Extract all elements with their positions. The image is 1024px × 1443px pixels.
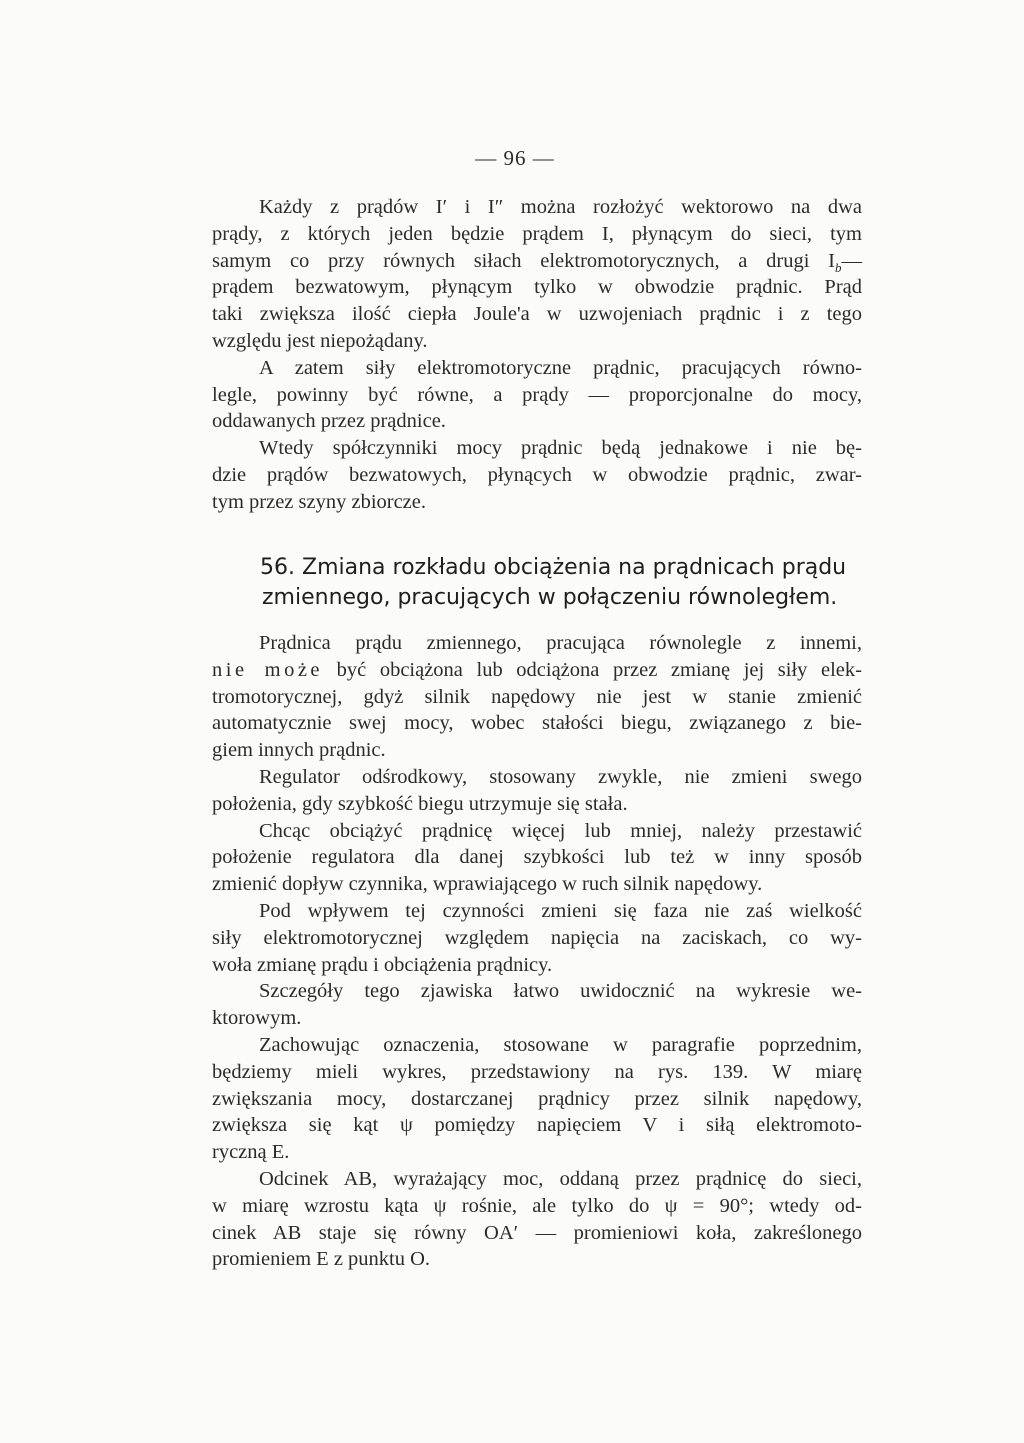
text-line: w miarę wzrostu kąta ψ rośnie, ale tylko do ψ = 90°; wtedy od- <box>212 1194 862 1217</box>
section-heading-line-1 <box>260 553 860 583</box>
text-line: oddawanych przez prądnice. <box>212 410 446 433</box>
text-line: Regulator odśrodkowy, stosowany zwykle, nie zmieni swego <box>259 765 862 788</box>
text-line-rest: być obciążona lub odciążona przez zmianę jej siły elek- <box>323 658 862 681</box>
paragraph <box>212 194 862 355</box>
paragraph <box>212 818 862 898</box>
text-line: giem innych prądnic. <box>212 739 386 762</box>
paragraph <box>212 630 862 764</box>
text-line: prądem bezwatowym, płynącym tylko w obwodzie prądnic. Prąd <box>212 276 862 299</box>
text-line: Odcinek AB, wyrażający moc, oddaną przez prądnicę do sieci, <box>259 1167 862 1190</box>
paragraph <box>212 764 862 818</box>
text-line: promieniem E z punktu O. <box>212 1248 431 1271</box>
text-line: będziemy mieli wykres, przedstawiony na rys. 139. W miarę <box>212 1060 862 1083</box>
paragraph <box>212 355 862 435</box>
subscript-b: b <box>835 259 842 275</box>
text-line: Chcąc obciążyć prądnicę więcej lub mniej, należy przestawić <box>259 819 862 842</box>
text-line: siły elektromotorycznej względem napięcia na zaciskach, co wy- <box>212 926 862 949</box>
text-line-main: samym co przy równych siłach elektromotorycznych, a drugi I <box>212 249 835 272</box>
text-line: Pod wpływem tej czynności zmieni się faza nie zaś wielkość <box>259 899 862 922</box>
text-line: dzie prądów bezwatowych, płynących w obwodzie prądnic, zwar- <box>212 463 862 486</box>
paragraph <box>212 898 862 978</box>
text-line: A zatem siły elektromotoryczne prądnic, pracujących równo- <box>259 356 862 379</box>
section-heading <box>260 553 860 613</box>
text-line: prądy, z których jeden będzie prądem I, płynącym do sieci, tym <box>212 222 862 245</box>
text-line: tym przez szyny zbiorcze. <box>212 490 427 513</box>
section-title-line-2: zmiennego, pracujących w połączeniu równoległem. <box>262 585 838 610</box>
text-block-bottom <box>212 630 862 1273</box>
text-line: ryczną E. <box>212 1141 290 1164</box>
emphasized-text: nie może <box>212 658 324 681</box>
text-line: Zachowując oznaczenia, stosowane w paragrafie poprzednim, <box>259 1033 862 1056</box>
text-block-top <box>212 194 862 516</box>
page-number: — 96 — <box>475 146 555 170</box>
text-line: zwiększania mocy, dostarczanej prądnicy przez silnik napędowy, <box>212 1087 862 1110</box>
text-line: tromotorycznej, gdyż silnik napędowy nie jest w stanie zmienić <box>212 685 862 708</box>
text-line: położenia, gdy szybkość biegu utrzymuje się stała. <box>212 792 628 815</box>
text-line-tail: — <box>841 249 862 272</box>
text-line: Każdy z prądów I′ i I″ można rozłożyć wektorowo na dwa <box>259 196 862 218</box>
text-line-with-subscript <box>212 248 862 275</box>
text-line: zwiększa się kąt ψ pomiędzy napięciem V i siłą elektromoto- <box>212 1114 862 1137</box>
text-line: względu jest niepożądany. <box>212 329 428 352</box>
text-line: położenie regulatora dla danej szybkości lub też w inny sposób <box>212 846 862 869</box>
text-line: legle, powinny być równe, a prądy — proporcjonalne do mocy, <box>212 383 862 406</box>
text-line: cinek AB staje się równy OA′ — promieniowi koła, zakreślonego <box>212 1221 862 1244</box>
text-line: automatycznie swej mocy, wobec stałości biegu, związanego z bie- <box>212 712 862 735</box>
paragraph <box>212 1166 862 1273</box>
text-line: Prądnica prądu zmiennego, pracująca równolegle z innemi, <box>259 632 862 654</box>
section-number: 56. <box>260 555 295 580</box>
text-line: woła zmianę prądu i obciążenia prądnicy. <box>212 953 553 976</box>
paragraph <box>212 978 862 1032</box>
text-line: Wtedy spółczynniki mocy prądnic będą jednakowe i nie bę- <box>259 437 862 460</box>
text-line: taki zwiększa ilość ciepła Joule'a w uzwojeniach prądnic i z tego <box>212 303 862 326</box>
text-line: ktorowym. <box>212 1007 302 1030</box>
paragraph <box>212 435 862 515</box>
paragraph <box>212 1032 862 1166</box>
text-line-with-emphasis <box>212 657 862 684</box>
text-line: Szczegóły tego zjawiska łatwo uwidocznić na wykresie we- <box>259 980 862 1003</box>
text-line: zmienić dopływ czynnika, wprawiającego w ruch silnik napędowy. <box>212 873 763 896</box>
section-title-line-1: Zmiana rozkładu obciążenia na prądnicach prądu <box>302 555 847 580</box>
